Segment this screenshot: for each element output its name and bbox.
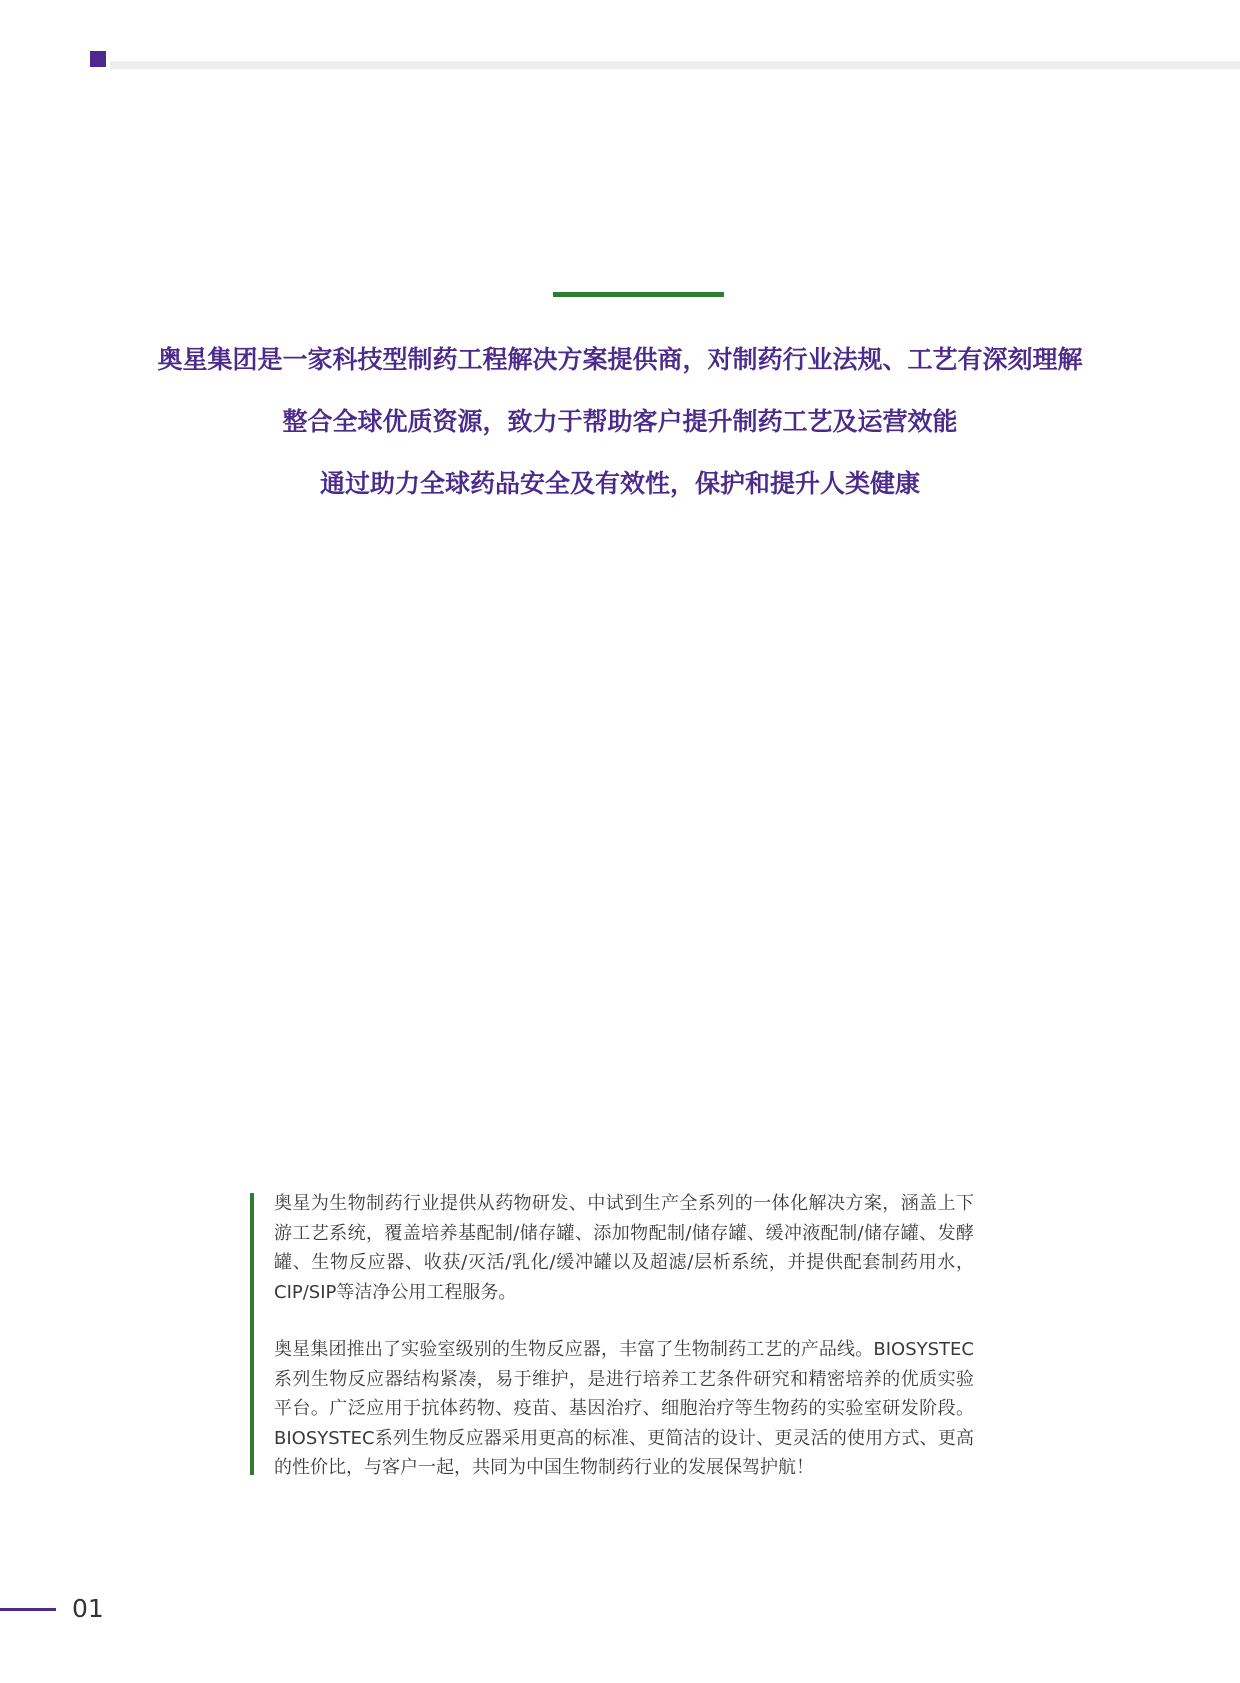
header-accent-square <box>90 51 106 67</box>
mission-line-2: 整合全球优质资源，致力于帮助客户提升制药工艺及运营效能 <box>282 407 958 436</box>
header-rule <box>110 61 1240 69</box>
description-paragraph-2: 奥星集团推出了实验室级别的生物反应器，丰富了生物制药工艺的产品线。BIOSYSTEC系列生物反应器结构紧凑，易于维护，是进行培养工艺条件研究和精密培养的优质实验平台。广泛应用于抗体药物、疫苗、基因治疗、细胞治疗等生物药的实验室研发阶段。BIOSYSTEC系列生物反应器采用更高的标准、更简洁的设计、更灵活的使用方式、更高的性价比，与客户一起，共同为中国生物制药行业的发展保驾护航！ <box>274 1339 974 1478</box>
page-number: 01 <box>72 1594 104 1623</box>
mission-divider <box>553 292 724 297</box>
mission-line-3: 通过助力全球药品安全及有效性，保护和提升人类健康 <box>319 469 920 498</box>
description-paragraph-1: 奥星为生物制药行业提供从药物研发、中试到生产全系列的一体化解决方案，涵盖上下游工艺系统，覆盖培养基配制/储存罐、添加物配制/储存罐、缓冲液配制/储存罐、发酵罐、生物反应器、收获/灭活/乳化/缓冲罐以及超滤/层析系统，并提供配套制药用水，CIP/SIP等洁净公用工程服务。 <box>274 1193 974 1303</box>
footer-rule <box>0 1608 56 1611</box>
mission-line-1: 奥星集团是一家科技型制药工程解决方案提供商，对制药行业法规、工艺有深刻理解 <box>157 345 1083 374</box>
description-accent-bar <box>250 1193 254 1475</box>
